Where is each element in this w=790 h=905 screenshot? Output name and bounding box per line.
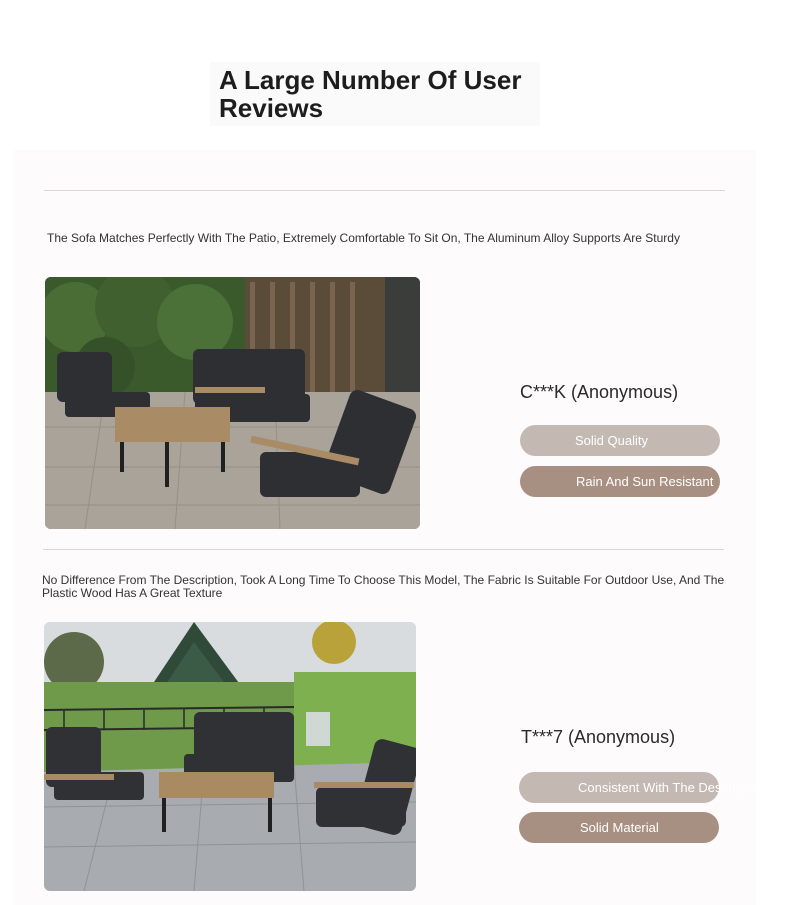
- review-photo[interactable]: [44, 622, 416, 891]
- reviewer-name: C***K (Anonymous): [520, 382, 679, 402]
- patio-sofa-photo-1: [45, 277, 420, 529]
- review-text: No Difference From The Description, Took A Long Time To Choose This Model, The Fabric Is Suitable For Outdoor Use, And The Plastic Wood Has A Great Texture: [42, 573, 725, 600]
- reviewer-name: T***7 (Anonymous): [521, 727, 676, 747]
- tag-label: Rain And Sun Resistant: [576, 474, 714, 489]
- tag-badge: [519, 772, 764, 803]
- tag-label: Solid Material: [580, 820, 659, 835]
- section-title: A Large Number Of User Reviews: [219, 65, 522, 123]
- review-photo[interactable]: [45, 277, 420, 529]
- tag-badge: [520, 466, 720, 497]
- patio-sofa-photo-2: [44, 622, 416, 891]
- tag-badge: [520, 425, 720, 456]
- tag-label: Consistent With The Description: [578, 780, 764, 795]
- tag-label: Solid Quality: [575, 433, 648, 448]
- review-text: The Sofa Matches Perfectly With The Patio, Extremely Comfortable To Sit On, The Aluminum Alloy Supports Are Sturdy: [47, 231, 680, 245]
- review-divider: [44, 190, 725, 191]
- tag-badge: [519, 812, 719, 843]
- review-divider: [43, 549, 724, 550]
